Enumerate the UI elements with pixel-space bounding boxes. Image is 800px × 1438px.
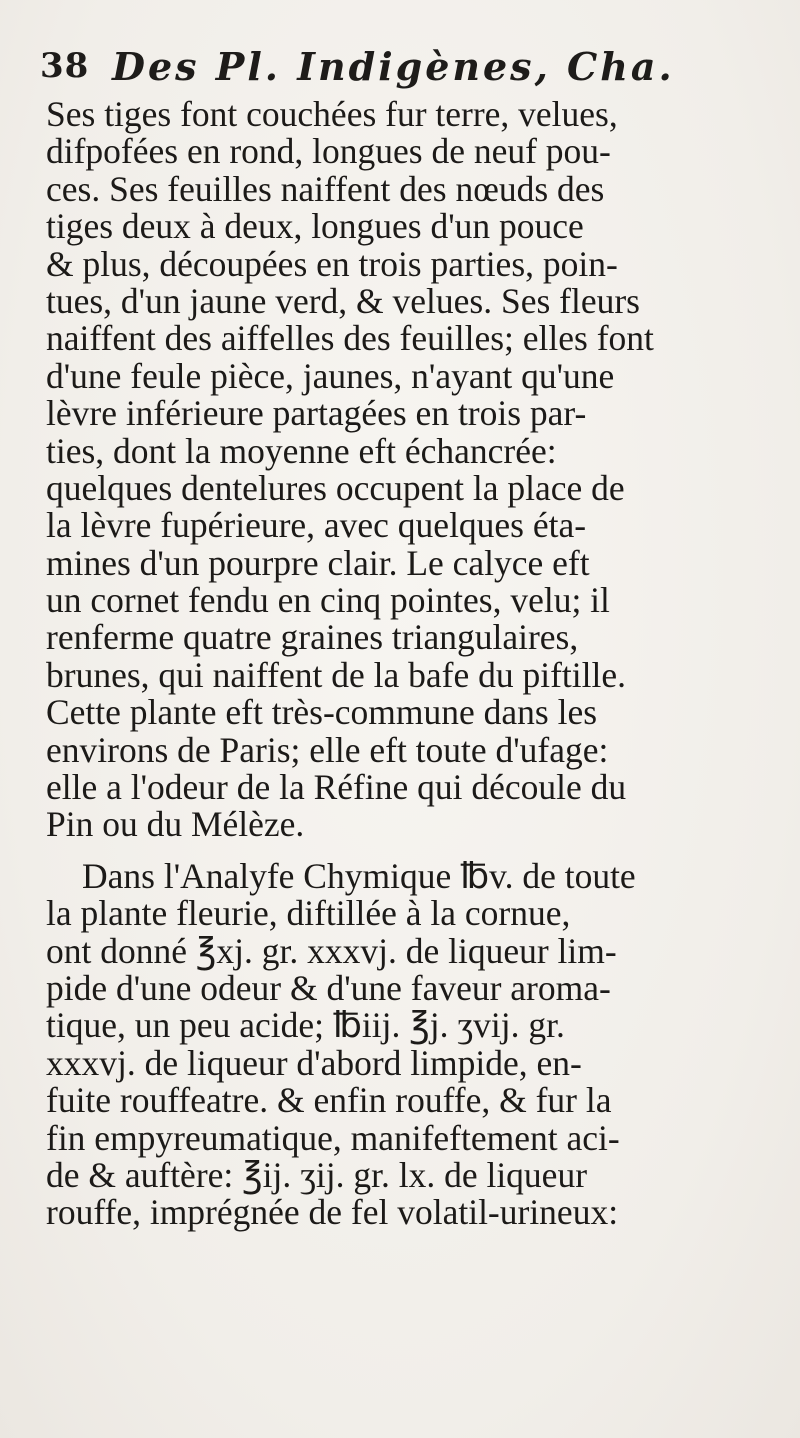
running-head: Des Pl. Indigènes, Cha. [112, 44, 675, 89]
text-line: d'une feule pièce, jaunes, n'ayant qu'une [46, 355, 615, 396]
text-line: tique, un peu acide; ℔iij. ℥j. ʒvij. gr. [46, 1005, 565, 1046]
text-line: quelques dentelures occupent la place de [46, 467, 625, 508]
text-line: pide d'une odeur & d'une faveur aroma- [46, 967, 611, 1008]
text-line: Pin ou du Mélèze. [46, 804, 305, 845]
page-number: 38 [40, 46, 90, 86]
paragraph-1 [46, 96, 776, 844]
text-line: renferme quatre graines triangulaires, [46, 617, 579, 658]
text-line: un cornet fendu en cinq pointes, velu; il [46, 580, 610, 621]
text-line: & plus, découpées en trois parties, poin- [46, 243, 618, 284]
text-line: Cette plante eft très-commune dans les [46, 692, 598, 733]
text-line: environs de Paris; elle eft toute d'ufage: [46, 729, 609, 770]
text-line: ces. Ses feuilles naiffent des nœuds des [46, 168, 605, 209]
text-line: fin empyreumatique, manifeftement aci- [46, 1117, 620, 1158]
text-line: tues, d'un jaune verd, & velues. Ses fleurs [46, 280, 640, 321]
text-line: Ses tiges font couchées fur terre, velues, [46, 94, 618, 134]
text-line: lèvre inférieure partagées en trois par- [46, 393, 587, 434]
text-line: la plante fleurie, diftillée à la cornue, [46, 893, 571, 934]
text-line: la lèvre fupérieure, avec quelques éta- [46, 505, 587, 546]
text-line: ont donné ℥xj. gr. xxxvj. de liqueur lim- [46, 930, 617, 971]
text-line: difpofées en rond, longues de neuf pou- [46, 131, 611, 172]
text-line: elle a l'odeur de la Réfine qui découle du [46, 767, 627, 808]
text-line: Dans l'Analyfe Chymique ℔v. de toute [82, 855, 636, 896]
text-line: naiffent des aiffelles des feuilles; elles font [46, 318, 654, 359]
text-line: xxxvj. de liqueur d'abord limpide, en- [46, 1042, 582, 1083]
page-header [40, 40, 780, 96]
paragraph-2 [46, 855, 776, 1233]
text-line: de & auftère: ℥ij. ʒij. gr. lx. de liqueur [46, 1154, 588, 1195]
text-line: mines d'un pourpre clair. Le calyce eft [46, 542, 590, 583]
body-text [46, 96, 776, 1232]
text-line: ties, dont la moyenne eft échancrée: [46, 430, 557, 471]
text-line: fuite rouffeatre. & enfin rouffe, & fur la [46, 1080, 612, 1121]
text-line: rouffe, imprégnée de fel volatil-urineux: [46, 1192, 619, 1233]
text-line: brunes, qui naiffent de la bafe du piftille. [46, 654, 626, 695]
text-line: tiges deux à deux, longues d'un pouce [46, 206, 584, 247]
